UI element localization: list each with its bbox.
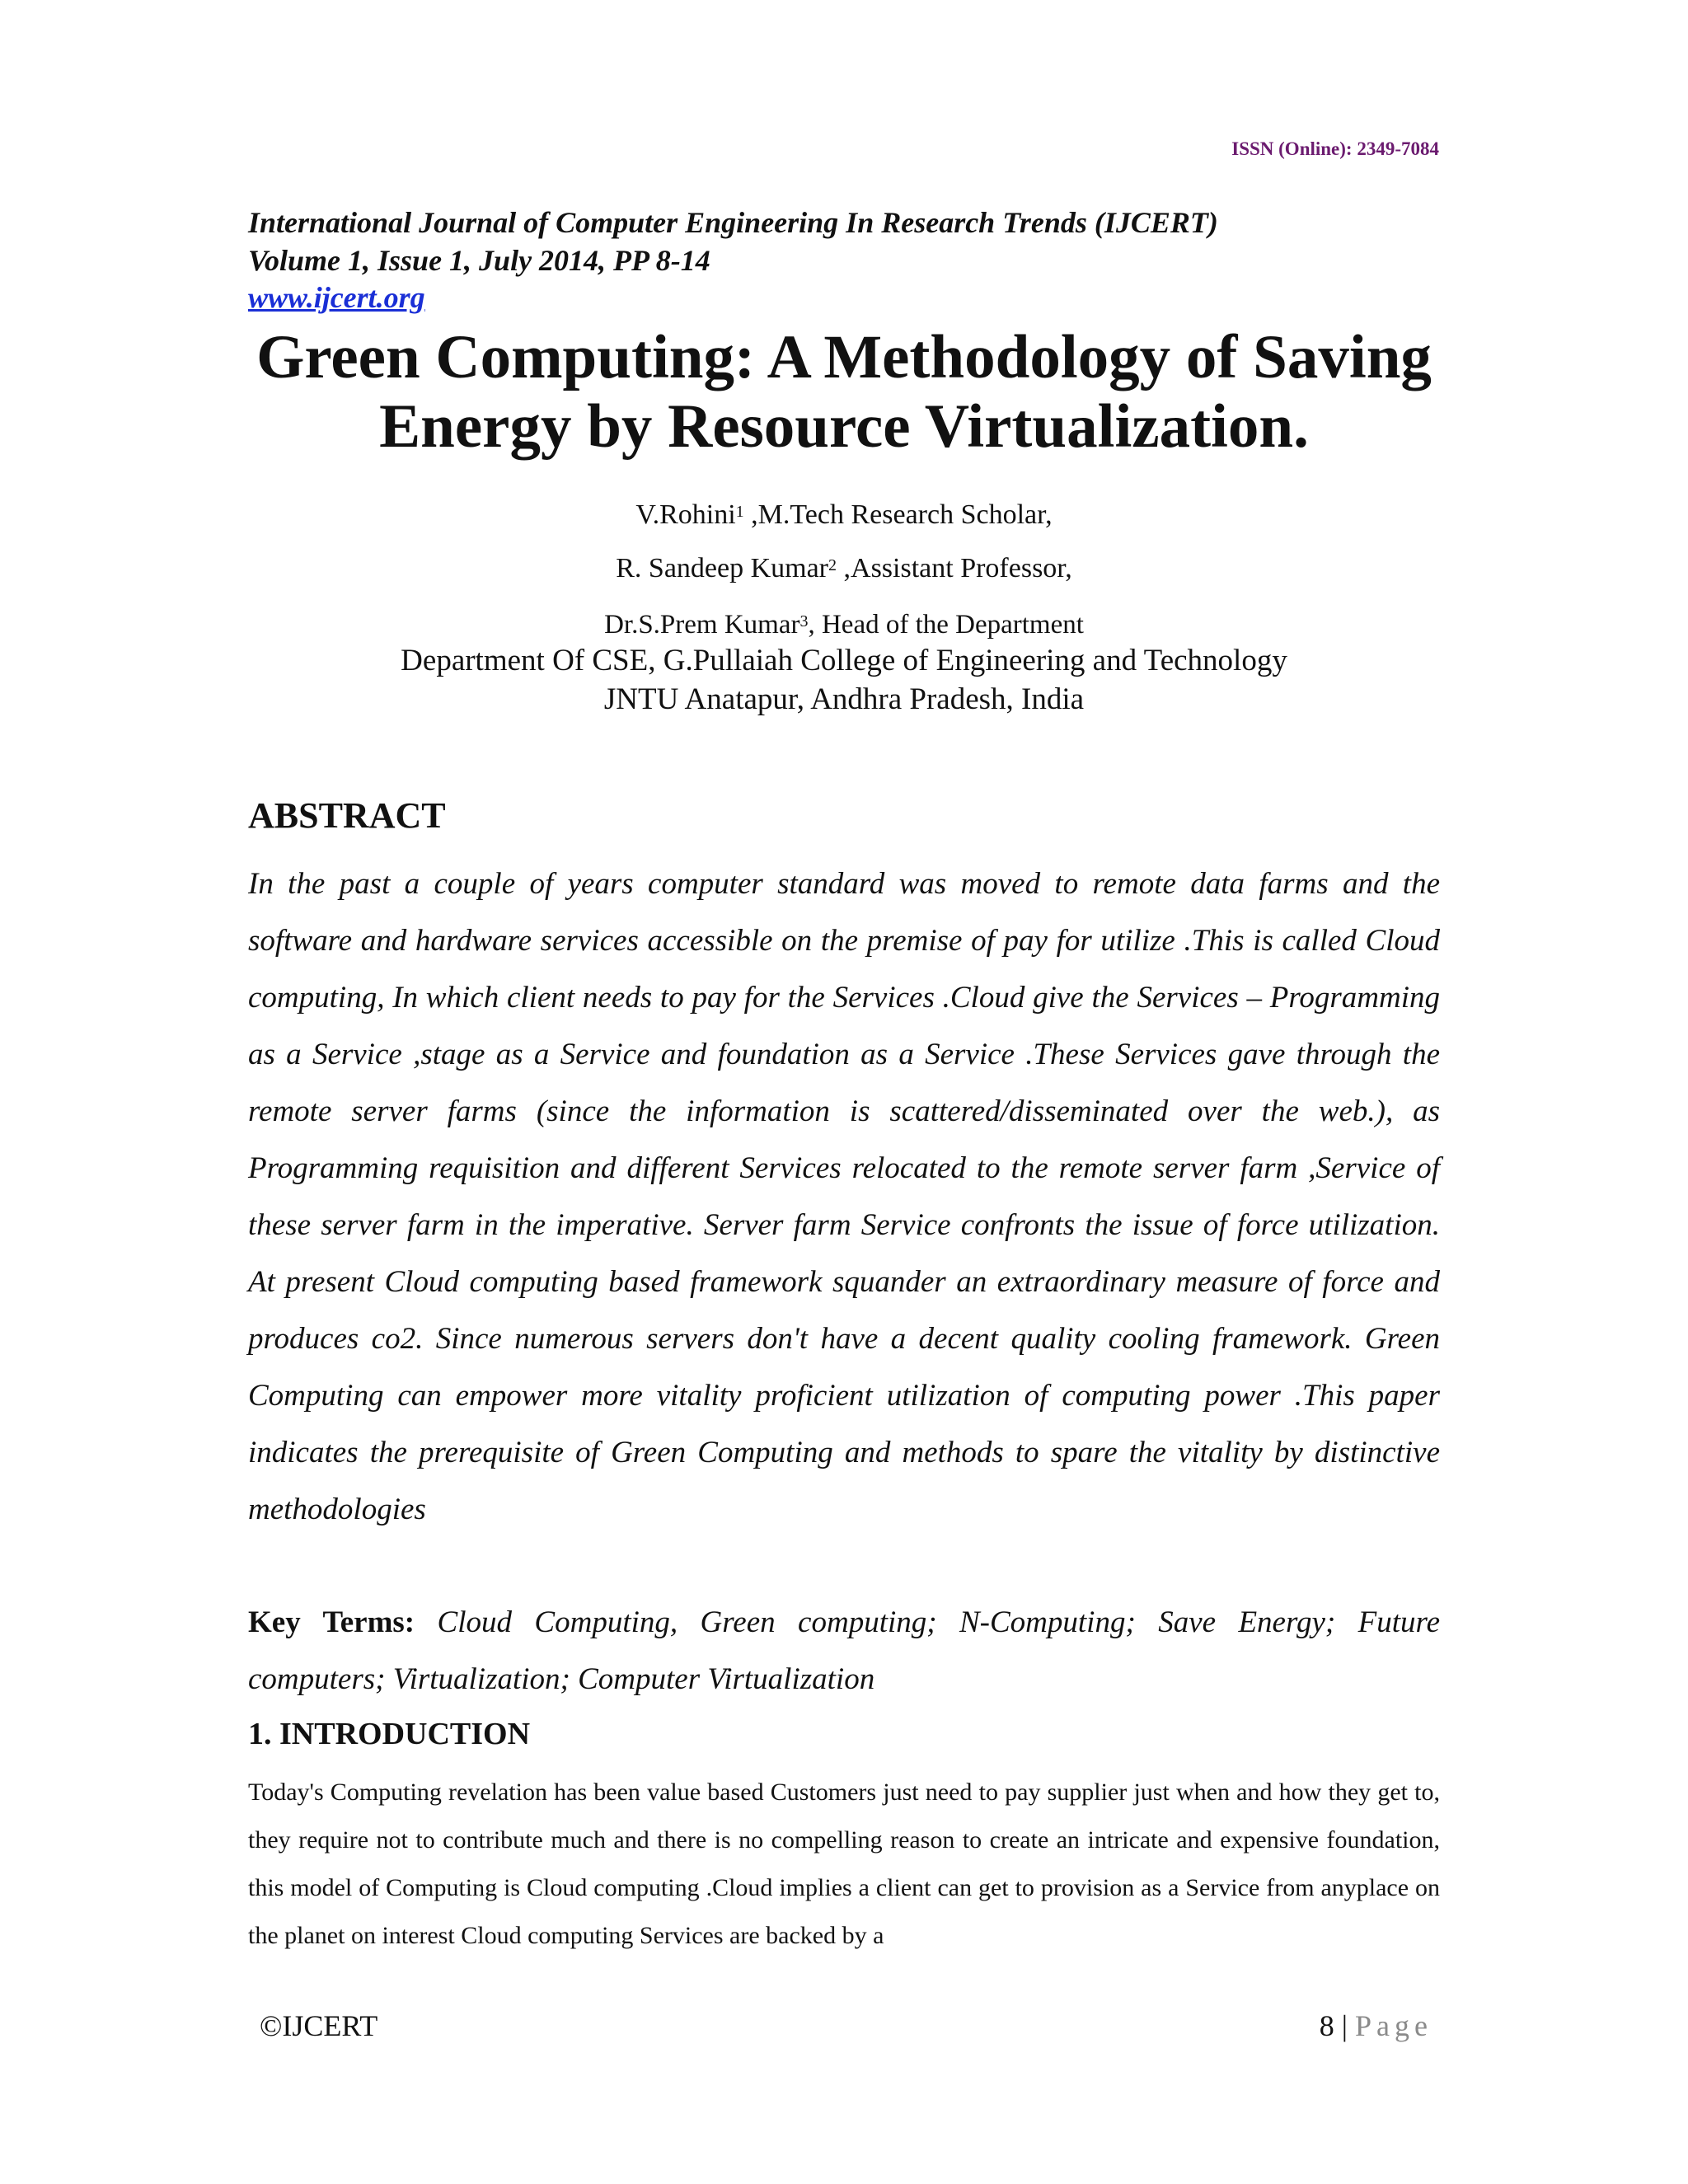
affiliation-department: Department Of CSE, G.Pullaiah College of Engineering and Technology [401, 644, 1287, 677]
issn-label: ISSN (Online): 2349-7084 [1231, 138, 1439, 159]
author-role: ,M.Tech Research Scholar, [743, 499, 1053, 530]
author-line [0, 552, 1688, 585]
paper-title-line-2: Energy by Resource Virtualization. [379, 392, 1309, 461]
page-separator: | [1334, 2009, 1356, 2042]
introduction-heading: 1. INTRODUCTION [248, 1717, 531, 1751]
affiliation-location: JNTU Anatapur, Andhra Pradesh, India [603, 682, 1085, 716]
footer-page-number [1320, 2008, 1432, 2043]
author-superscript: 2 [828, 556, 837, 574]
author-role: , Head of the Department [808, 610, 1084, 640]
page-word: Page [1355, 2009, 1432, 2042]
journal-url-link[interactable]: www.ijcert.org [248, 281, 425, 314]
journal-volume: Volume 1, Issue 1, July 2014, PP 8-14 [248, 244, 710, 277]
key-terms-label: Key Terms: [248, 1605, 415, 1639]
author-line [0, 499, 1688, 532]
introduction-body: Today's Computing revelation has been value based Customers just need to pay supplier just when and how they get to, they require not to contribute much and there is no compelling reason to create an intricate and expensive foundation, this model of Computing is Cloud computing .Cloud implies a client can get to provision as a Service from anyplace on the planet on interest Cloud computing Services are backed by a [248, 1779, 1440, 1949]
author-name: R. Sandeep Kumar [616, 553, 829, 583]
key-terms-value: Cloud Computing, Green computing; N-Computing; Save Energy; Future computers; Virtualization; Computer Virtualization [248, 1605, 1440, 1696]
journal-name: International Journal of Computer Engineering In Research Trends (IJCERT) [248, 206, 1218, 239]
author-superscript: 1 [735, 503, 744, 521]
author-name: Dr.S.Prem Kumar [604, 610, 800, 640]
author-line [0, 608, 1688, 641]
paper-title [0, 323, 1688, 462]
abstract-body: In the past a couple of years computer standard was moved to remote data farms and the software and hardware services accessible on the premise of pay for utilize .This is called Cloud computing, In which client needs to pay for the Services .Cloud give the Services – Programming as a Service ,stage as a Service and foundation as a Service .These Services gave through the remote server farms (since the information is scattered/disseminated over the web.), as Programming requisition and different Services relocated to the remote server farm ,Service of these server farm in the imperative. Server farm Service confronts the issue of force utilization. At present Cloud computing based framework squander an extraordinary measure of force and produces co2. Since numerous servers don't have a decent quality cooling framework. Green Computing can empower more vitality proficient utilization of computing power .This paper indicates the prerequisite of Green Computing and methods to spare the vitality by distinctive methodologies [248, 867, 1440, 1526]
abstract-heading: ABSTRACT [248, 795, 446, 836]
author-name: V.Rohini [635, 499, 736, 530]
author-superscript: 3 [799, 612, 809, 630]
paper-title-line-1: Green Computing: A Methodology of Saving [256, 323, 1432, 391]
author-role: ,Assistant Professor, [837, 553, 1072, 583]
page-number: 8 [1319, 2009, 1334, 2042]
footer-copyright: ©IJCERT [260, 2009, 378, 2042]
key-terms [248, 1594, 1440, 1708]
